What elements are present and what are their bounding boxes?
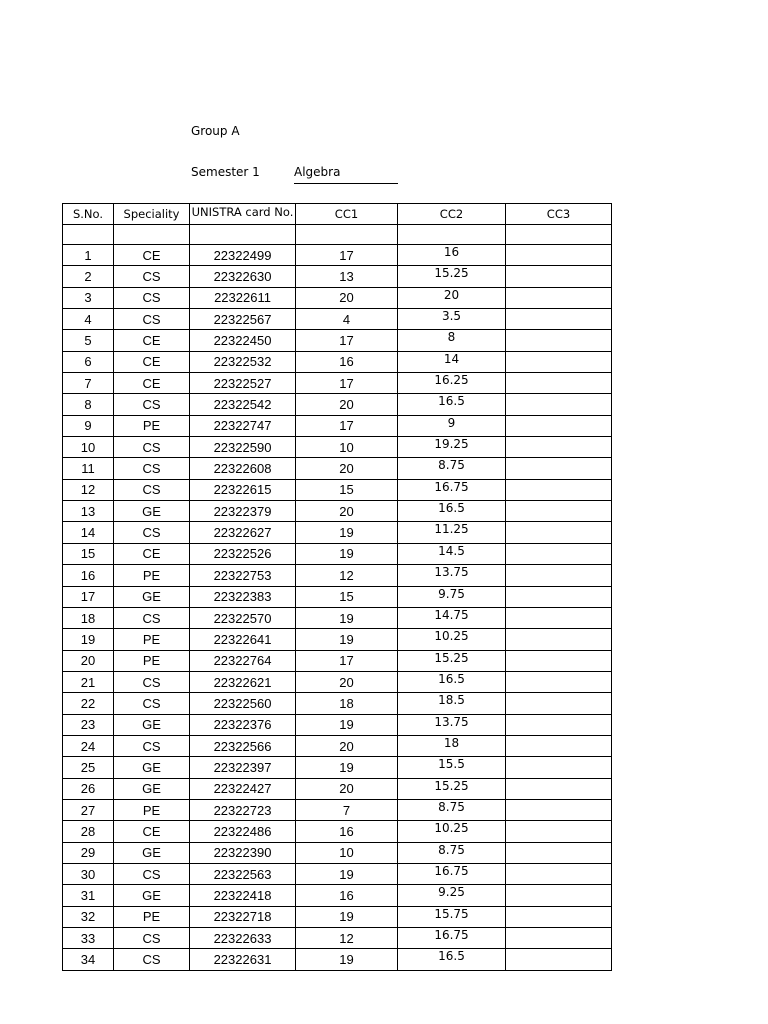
- table-row: [63, 714, 612, 735]
- cell-cc1: 17: [296, 245, 398, 266]
- table-row: [63, 928, 612, 949]
- cell-speciality: CS: [114, 949, 190, 970]
- cell-cc3: [506, 543, 612, 564]
- cell-sno: 25: [63, 757, 114, 778]
- cell-card-no: 22322630: [190, 266, 296, 287]
- blank-row: [63, 225, 612, 245]
- cell-card-no: 22322718: [190, 906, 296, 927]
- cell-speciality: GE: [114, 842, 190, 863]
- cell-cc2: 9.75: [398, 586, 506, 607]
- cell-cc2: 15.5: [398, 757, 506, 778]
- cell-cc1: 17: [296, 650, 398, 671]
- cell-cc1: 19: [296, 543, 398, 564]
- table-row: [63, 309, 612, 330]
- cell-cc3: [506, 501, 612, 522]
- cell-cc1: 19: [296, 607, 398, 628]
- table-row: [63, 757, 612, 778]
- cell-cc2: 11.25: [398, 522, 506, 543]
- cell-speciality: CS: [114, 671, 190, 692]
- grades-table: [62, 203, 612, 971]
- cell-cc3: [506, 842, 612, 863]
- cell-cc2: 15.25: [398, 650, 506, 671]
- table-row: [63, 629, 612, 650]
- cell-card-no: 22322379: [190, 501, 296, 522]
- cell-card-no: 22322747: [190, 415, 296, 436]
- cell-speciality: CS: [114, 607, 190, 628]
- cell-cc3: [506, 714, 612, 735]
- cell-cc1: 10: [296, 842, 398, 863]
- cell-cc1: 17: [296, 330, 398, 351]
- blank-cell: [190, 225, 296, 245]
- cell-cc1: 20: [296, 287, 398, 308]
- cell-speciality: GE: [114, 714, 190, 735]
- cell-sno: 23: [63, 714, 114, 735]
- cell-cc2: 14.75: [398, 607, 506, 628]
- table-row: [63, 458, 612, 479]
- subject-label: Algebra: [294, 165, 398, 184]
- cell-cc2: 16.5: [398, 671, 506, 692]
- cell-cc2: 8.75: [398, 458, 506, 479]
- cell-cc1: 17: [296, 373, 398, 394]
- table-row: [63, 671, 612, 692]
- cell-speciality: CS: [114, 394, 190, 415]
- cell-card-no: 22322418: [190, 885, 296, 906]
- cell-card-no: 22322723: [190, 799, 296, 820]
- table-row: [63, 437, 612, 458]
- cell-sno: 11: [63, 458, 114, 479]
- table-row: [63, 501, 612, 522]
- cell-cc1: 19: [296, 522, 398, 543]
- cell-cc2: 19.25: [398, 437, 506, 458]
- cell-card-no: 22322627: [190, 522, 296, 543]
- cell-cc2: 16.75: [398, 479, 506, 500]
- cell-cc2: 16.5: [398, 501, 506, 522]
- cell-cc1: 20: [296, 671, 398, 692]
- cell-sno: 15: [63, 543, 114, 564]
- cell-sno: 33: [63, 928, 114, 949]
- cell-sno: 28: [63, 821, 114, 842]
- cell-sno: 20: [63, 650, 114, 671]
- cell-sno: 5: [63, 330, 114, 351]
- cell-cc1: 16: [296, 821, 398, 842]
- cell-cc1: 19: [296, 949, 398, 970]
- cell-cc3: [506, 415, 612, 436]
- cell-cc3: [506, 607, 612, 628]
- cell-cc1: 19: [296, 714, 398, 735]
- cell-card-no: 22322633: [190, 928, 296, 949]
- cell-speciality: CE: [114, 245, 190, 266]
- cell-sno: 29: [63, 842, 114, 863]
- cell-cc1: 20: [296, 501, 398, 522]
- cell-speciality: CE: [114, 373, 190, 394]
- cell-cc3: [506, 522, 612, 543]
- cell-sno: 21: [63, 671, 114, 692]
- blank-cell: [63, 225, 114, 245]
- cell-speciality: CE: [114, 821, 190, 842]
- table-row: [63, 607, 612, 628]
- cell-sno: 8: [63, 394, 114, 415]
- column-header-speciality: Speciality: [114, 204, 190, 225]
- cell-cc3: [506, 309, 612, 330]
- cell-sno: 9: [63, 415, 114, 436]
- table-row: [63, 266, 612, 287]
- cell-cc2: 13.75: [398, 565, 506, 586]
- cell-cc3: [506, 757, 612, 778]
- table-header-row: [63, 204, 612, 225]
- cell-card-no: 22322611: [190, 287, 296, 308]
- cell-speciality: GE: [114, 501, 190, 522]
- cell-cc3: [506, 863, 612, 884]
- cell-cc3: [506, 287, 612, 308]
- table-row: [63, 650, 612, 671]
- cell-cc2: 14.5: [398, 543, 506, 564]
- cell-sno: 6: [63, 351, 114, 372]
- table-row: [63, 245, 612, 266]
- cell-cc3: [506, 949, 612, 970]
- cell-cc3: [506, 671, 612, 692]
- cell-cc1: 19: [296, 906, 398, 927]
- cell-card-no: 22322608: [190, 458, 296, 479]
- cell-cc2: 13.75: [398, 714, 506, 735]
- cell-card-no: 22322563: [190, 863, 296, 884]
- cell-sno: 16: [63, 565, 114, 586]
- cell-cc2: 15.75: [398, 906, 506, 927]
- cell-cc3: [506, 351, 612, 372]
- cell-cc1: 10: [296, 437, 398, 458]
- table-row: [63, 778, 612, 799]
- cell-cc2: 16.5: [398, 949, 506, 970]
- cell-card-no: 22322527: [190, 373, 296, 394]
- cell-speciality: CS: [114, 735, 190, 756]
- cell-cc1: 15: [296, 586, 398, 607]
- cell-sno: 26: [63, 778, 114, 799]
- cell-speciality: CS: [114, 458, 190, 479]
- cell-card-no: 22322532: [190, 351, 296, 372]
- cell-card-no: 22322641: [190, 629, 296, 650]
- cell-speciality: CS: [114, 863, 190, 884]
- table-row: [63, 821, 612, 842]
- cell-card-no: 22322764: [190, 650, 296, 671]
- table-row: [63, 693, 612, 714]
- cell-cc1: 20: [296, 735, 398, 756]
- table-row: [63, 949, 612, 970]
- cell-sno: 31: [63, 885, 114, 906]
- cell-cc1: 4: [296, 309, 398, 330]
- cell-sno: 19: [63, 629, 114, 650]
- cell-cc3: [506, 693, 612, 714]
- cell-cc2: 9.25: [398, 885, 506, 906]
- cell-cc3: [506, 266, 612, 287]
- cell-cc3: [506, 885, 612, 906]
- cell-cc1: 20: [296, 458, 398, 479]
- cell-speciality: PE: [114, 799, 190, 820]
- cell-cc3: [506, 245, 612, 266]
- cell-cc3: [506, 394, 612, 415]
- cell-speciality: GE: [114, 885, 190, 906]
- cell-card-no: 22322631: [190, 949, 296, 970]
- cell-cc2: 18.5: [398, 693, 506, 714]
- cell-sno: 1: [63, 245, 114, 266]
- table-row: [63, 522, 612, 543]
- cell-cc1: 12: [296, 565, 398, 586]
- table-row: [63, 479, 612, 500]
- cell-card-no: 22322390: [190, 842, 296, 863]
- cell-sno: 17: [63, 586, 114, 607]
- cell-cc1: 16: [296, 885, 398, 906]
- cell-cc1: 20: [296, 778, 398, 799]
- column-header-cc2: CC2: [398, 204, 506, 225]
- table-row: [63, 287, 612, 308]
- table-row: [63, 565, 612, 586]
- cell-cc2: 16.5: [398, 394, 506, 415]
- cell-card-no: 22322526: [190, 543, 296, 564]
- table-row: [63, 330, 612, 351]
- cell-cc3: [506, 906, 612, 927]
- table-row: [63, 373, 612, 394]
- cell-sno: 32: [63, 906, 114, 927]
- column-header-cc3: CC3: [506, 204, 612, 225]
- cell-cc3: [506, 735, 612, 756]
- cell-cc3: [506, 373, 612, 394]
- cell-speciality: GE: [114, 757, 190, 778]
- cell-card-no: 22322499: [190, 245, 296, 266]
- cell-cc1: 19: [296, 863, 398, 884]
- cell-speciality: CS: [114, 928, 190, 949]
- cell-cc2: 20: [398, 287, 506, 308]
- cell-sno: 27: [63, 799, 114, 820]
- cell-speciality: CS: [114, 266, 190, 287]
- cell-cc2: 16: [398, 245, 506, 266]
- cell-cc3: [506, 821, 612, 842]
- cell-cc1: 15: [296, 479, 398, 500]
- cell-sno: 7: [63, 373, 114, 394]
- cell-cc3: [506, 458, 612, 479]
- cell-speciality: PE: [114, 415, 190, 436]
- blank-cell: [114, 225, 190, 245]
- cell-card-no: 22322383: [190, 586, 296, 607]
- cell-sno: 14: [63, 522, 114, 543]
- cell-cc2: 9: [398, 415, 506, 436]
- table-body: [63, 245, 612, 971]
- column-header-sno: S.No.: [63, 204, 114, 225]
- cell-cc3: [506, 479, 612, 500]
- table-row: [63, 735, 612, 756]
- blank-cell: [506, 225, 612, 245]
- cell-sno: 12: [63, 479, 114, 500]
- cell-cc1: 16: [296, 351, 398, 372]
- cell-cc1: 12: [296, 928, 398, 949]
- blank-cell: [296, 225, 398, 245]
- cell-cc2: 8.75: [398, 842, 506, 863]
- cell-sno: 3: [63, 287, 114, 308]
- cell-speciality: CE: [114, 330, 190, 351]
- table-row: [63, 543, 612, 564]
- cell-speciality: PE: [114, 650, 190, 671]
- cell-card-no: 22322590: [190, 437, 296, 458]
- blank-cell: [398, 225, 506, 245]
- semester-label: Semester 1: [191, 165, 260, 179]
- cell-cc3: [506, 565, 612, 586]
- cell-cc2: 10.25: [398, 821, 506, 842]
- cell-card-no: 22322560: [190, 693, 296, 714]
- cell-cc2: 16.75: [398, 863, 506, 884]
- cell-cc1: 19: [296, 629, 398, 650]
- cell-cc3: [506, 437, 612, 458]
- cell-card-no: 22322570: [190, 607, 296, 628]
- cell-sno: 13: [63, 501, 114, 522]
- cell-cc2: 15.25: [398, 778, 506, 799]
- cell-sno: 2: [63, 266, 114, 287]
- cell-cc3: [506, 629, 612, 650]
- cell-speciality: GE: [114, 586, 190, 607]
- cell-cc3: [506, 650, 612, 671]
- cell-cc1: 19: [296, 757, 398, 778]
- table-row: [63, 394, 612, 415]
- cell-speciality: PE: [114, 629, 190, 650]
- column-header-cc1: CC1: [296, 204, 398, 225]
- table-row: [63, 842, 612, 863]
- cell-cc3: [506, 586, 612, 607]
- cell-cc1: 17: [296, 415, 398, 436]
- cell-speciality: CE: [114, 351, 190, 372]
- table-row: [63, 906, 612, 927]
- cell-speciality: CE: [114, 543, 190, 564]
- cell-cc2: 3.5: [398, 309, 506, 330]
- cell-sno: 10: [63, 437, 114, 458]
- cell-sno: 34: [63, 949, 114, 970]
- cell-cc3: [506, 928, 612, 949]
- cell-speciality: CS: [114, 437, 190, 458]
- table-row: [63, 885, 612, 906]
- cell-speciality: CS: [114, 287, 190, 308]
- column-header-card-no-text: UNISTRA card No.: [191, 204, 294, 219]
- cell-cc2: 15.25: [398, 266, 506, 287]
- cell-speciality: CS: [114, 479, 190, 500]
- cell-cc3: [506, 799, 612, 820]
- cell-cc2: 8.75: [398, 799, 506, 820]
- cell-cc1: 20: [296, 394, 398, 415]
- cell-speciality: CS: [114, 693, 190, 714]
- cell-card-no: 22322566: [190, 735, 296, 756]
- table-row: [63, 863, 612, 884]
- table-row: [63, 415, 612, 436]
- cell-speciality: CS: [114, 522, 190, 543]
- table-row: [63, 586, 612, 607]
- cell-cc2: 16.75: [398, 928, 506, 949]
- cell-sno: 30: [63, 863, 114, 884]
- cell-cc2: 14: [398, 351, 506, 372]
- cell-cc2: 16.25: [398, 373, 506, 394]
- cell-cc3: [506, 330, 612, 351]
- cell-cc2: 8: [398, 330, 506, 351]
- cell-cc1: 7: [296, 799, 398, 820]
- cell-cc2: 10.25: [398, 629, 506, 650]
- cell-card-no: 22322621: [190, 671, 296, 692]
- cell-card-no: 22322450: [190, 330, 296, 351]
- cell-speciality: GE: [114, 778, 190, 799]
- cell-cc3: [506, 778, 612, 799]
- group-label: Group A: [191, 124, 240, 138]
- cell-cc1: 13: [296, 266, 398, 287]
- cell-speciality: CS: [114, 309, 190, 330]
- cell-speciality: PE: [114, 906, 190, 927]
- cell-cc2: 18: [398, 735, 506, 756]
- cell-sno: 24: [63, 735, 114, 756]
- cell-speciality: PE: [114, 565, 190, 586]
- cell-card-no: 22322615: [190, 479, 296, 500]
- table-row: [63, 351, 612, 372]
- cell-sno: 22: [63, 693, 114, 714]
- cell-card-no: 22322427: [190, 778, 296, 799]
- cell-cc1: 18: [296, 693, 398, 714]
- cell-card-no: 22322567: [190, 309, 296, 330]
- cell-card-no: 22322542: [190, 394, 296, 415]
- column-header-card-no: [190, 204, 296, 225]
- cell-sno: 18: [63, 607, 114, 628]
- cell-card-no: 22322486: [190, 821, 296, 842]
- cell-card-no: 22322397: [190, 757, 296, 778]
- cell-card-no: 22322753: [190, 565, 296, 586]
- cell-sno: 4: [63, 309, 114, 330]
- table-row: [63, 799, 612, 820]
- cell-card-no: 22322376: [190, 714, 296, 735]
